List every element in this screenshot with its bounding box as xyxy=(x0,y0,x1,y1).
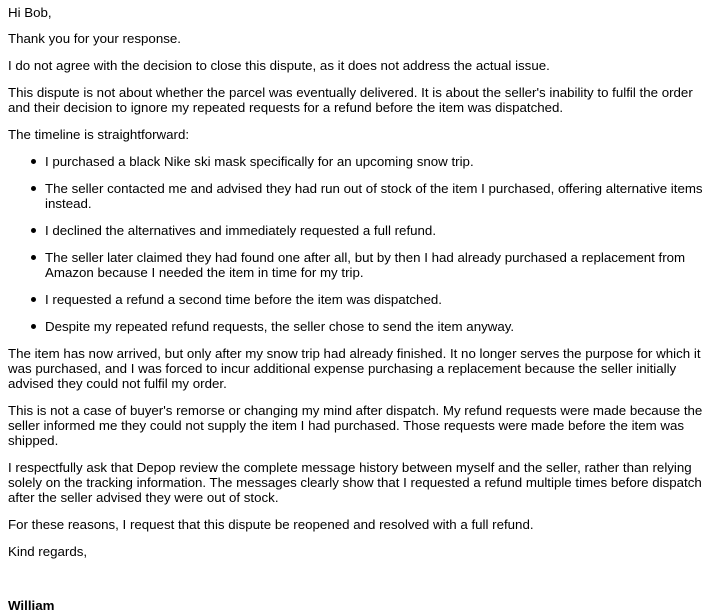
signature-name: William xyxy=(8,598,55,613)
timeline-item-purchase: I purchased a black Nike ski mask specifically for an upcoming snow trip. xyxy=(45,154,712,169)
timeline-item-out-of-stock: The seller contacted me and advised they had run out of stock of the item I purchased, offering alternative items instead. xyxy=(45,181,712,211)
timeline-item-declined: I declined the alternatives and immediately requested a full refund. xyxy=(45,223,712,238)
timeline-item-found: The seller later claimed they had found one after all, but by then I had already purchased a replacement from Amazon because I needed the item in time for my trip. xyxy=(45,250,712,280)
paragraph-dispute-scope: This dispute is not about whether the parcel was eventually delivered. It is about the seller's inability to fulfil the order and their decision to ignore my repeated requests for a refund before the item was dispatched. xyxy=(8,85,693,115)
paragraph-timeline-intro: The timeline is straightforward: xyxy=(8,127,190,142)
paragraph-arrival: The item has now arrived, but only after my snow trip had already finished. It no longer serves the purpose for which it was purchased, and I was forced to incur additional expense purchasing a replacement because the seller initially advised they could not fulfil my order. xyxy=(8,346,701,391)
greeting: Hi Bob, xyxy=(8,5,52,20)
signoff: Kind regards, xyxy=(8,544,88,559)
timeline-list xyxy=(8,154,712,334)
timeline-item-second-request: I requested a refund a second time before the item was dispatched. xyxy=(45,292,712,307)
paragraph-reopen-request: For these reasons, I request that this dispute be reopened and resolved with a full refund. xyxy=(8,517,534,532)
paragraph-not-remorse: This is not a case of buyer's remorse or changing my mind after dispatch. My refund requests were made because the seller informed me they could not supply the item I had purchased. Those requests were made before the item was shipped. xyxy=(8,403,703,448)
paragraph-disagree: I do not agree with the decision to close this dispute, as it does not address the actual issue. xyxy=(8,58,550,73)
timeline-item-dispatched: Despite my repeated refund requests, the seller chose to send the item anyway. xyxy=(45,319,712,334)
paragraph-thanks: Thank you for your response. xyxy=(8,31,181,46)
paragraph-review-request: I respectfully ask that Depop review the complete message history between myself and the seller, rather than relying solely on the tracking information. The messages clearly show that I requested a refund multiple times before dispatch after the seller advised they were out of stock. xyxy=(8,460,702,505)
